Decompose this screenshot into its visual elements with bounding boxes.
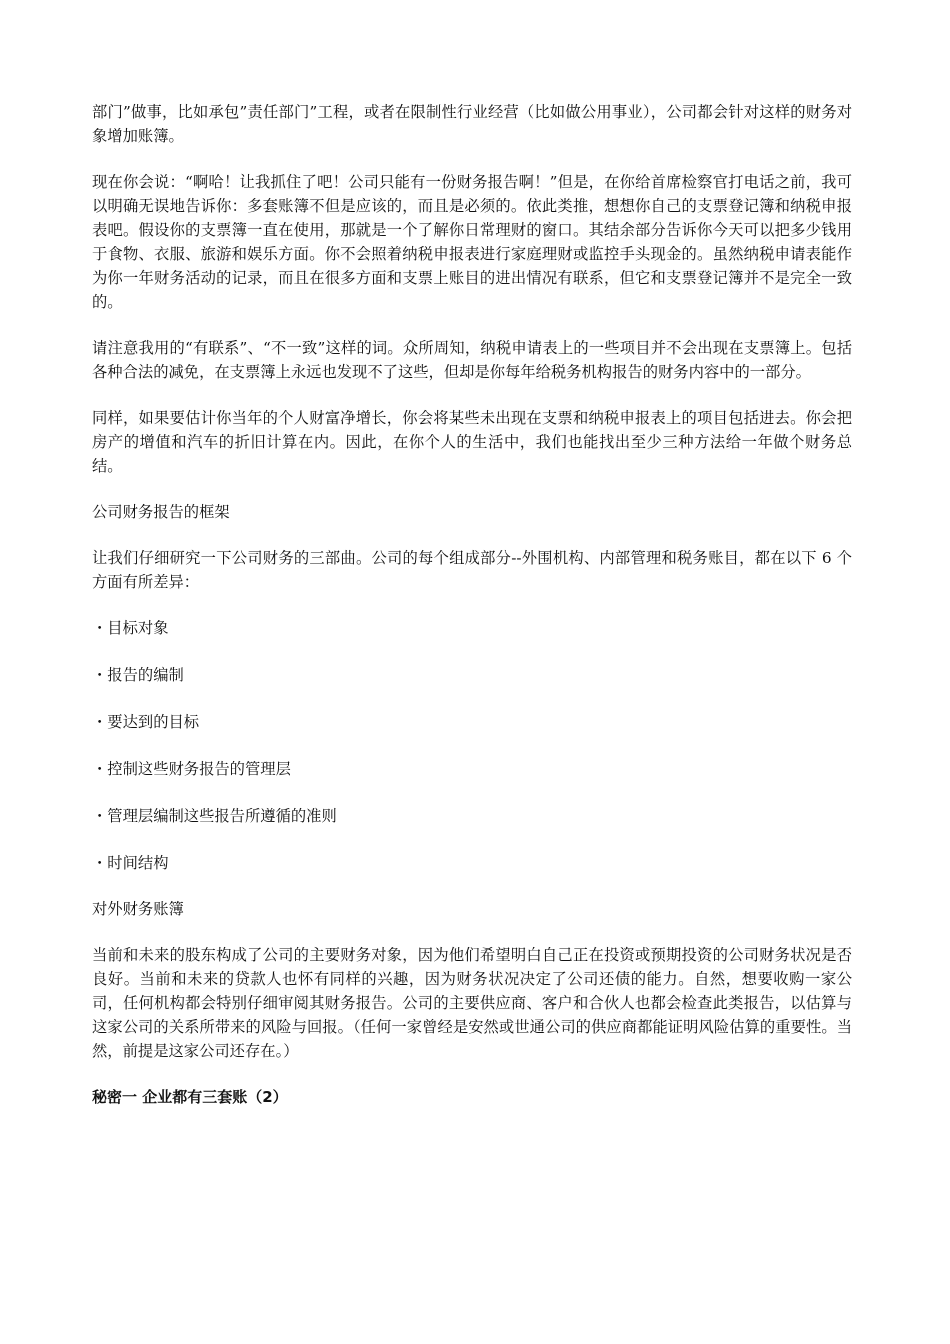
paragraph-external-audience: 当前和未来的股东构成了公司的主要财务对象，因为他们希望明白自己正在投资或预期投资的公司财务状况是否良好。当前和未来的贷款人也怀有同样的兴趣，因为财务状况决定了公司还债的能力。自然，想要收购一家公司，任何机构都会特别仔细审阅其财务报告。公司的主要供应商、客户和合伙人也都会检查此类报告，以估算与这家公司的关系所带来的风险与回报。（任何一家曾经是安然或世通公司的供应商都能证明风险估算的重要性。当然，前提是这家公司还存在。） — [92, 946, 852, 1060]
list-item: ・控制这些财务报告的管理层 — [92, 760, 291, 778]
chapter-footer-title: 秘密一 企业都有三套账（2） — [92, 1088, 288, 1106]
paragraph-trilogy: 让我们仔细研究一下公司财务的三部曲。公司的每个组成部分--外围机构、内部管理和税务账目，都在以下 6 个方面有所差异： — [92, 549, 852, 591]
list-item: ・报告的编制 — [92, 666, 184, 684]
document-page — [92, 100, 852, 1109]
paragraph-related-inconsistent: 请注意我用的“有联系”、“不一致”这样的词。众所周知，纳税申请表上的一些项目并不会出现在支票簿上。包括各种合法的减免，在支票簿上永远也发现不了这些，但却是你每年给税务机构报告的财务内容中的一部分。 — [92, 339, 852, 381]
bullet-list — [92, 616, 852, 875]
list-item: ・管理层编制这些报告所遵循的准则 — [92, 807, 337, 825]
section-heading-framework: 公司财务报告的框架 — [92, 503, 230, 521]
paragraph-net-worth: 同样，如果要估计你当年的个人财富净增长，你会将某些未出现在支票和纳税申报表上的项目包括进去。你会把房产的增值和汽车的折旧计算在内。因此，在你个人的生活中，我们也能找出至少三种方法给一年做个财务总结。 — [92, 409, 852, 475]
paragraph-intro: 部门”做事，比如承包”责任部门”工程，或者在限制性行业经营（比如做公用事业），公司都会针对这样的财务对象增加账簿。 — [92, 103, 852, 145]
list-item: ・目标对象 — [92, 619, 169, 637]
list-item: ・要达到的目标 — [92, 713, 200, 731]
paragraph-multiple-books: 现在你会说：“啊哈！让我抓住了吧！公司只能有一份财务报告啊！”但是，在你给首席检察官打电话之前，我可以明确无误地告诉你：多套账簿不但是应该的，而且是必须的。依此类推，想想你自己的支票登记簿和纳税申报表吧。假设你的支票簿一直在使用，那就是一个了解你日常理财的窗口。其结余部分告诉你今天可以把多少钱用于食物、衣服、旅游和娱乐方面。你不会照着纳税申报表进行家庭理财或监控手头现金的。虽然纳税申请表能作为你一年财务活动的记录，而且在很多方面和支票上账目的进出情况有联系，但它和支票登记簿并不是完全一致的。 — [92, 173, 852, 311]
list-item: ・时间结构 — [92, 854, 169, 872]
section-heading-external-books: 对外财务账簿 — [92, 900, 184, 918]
